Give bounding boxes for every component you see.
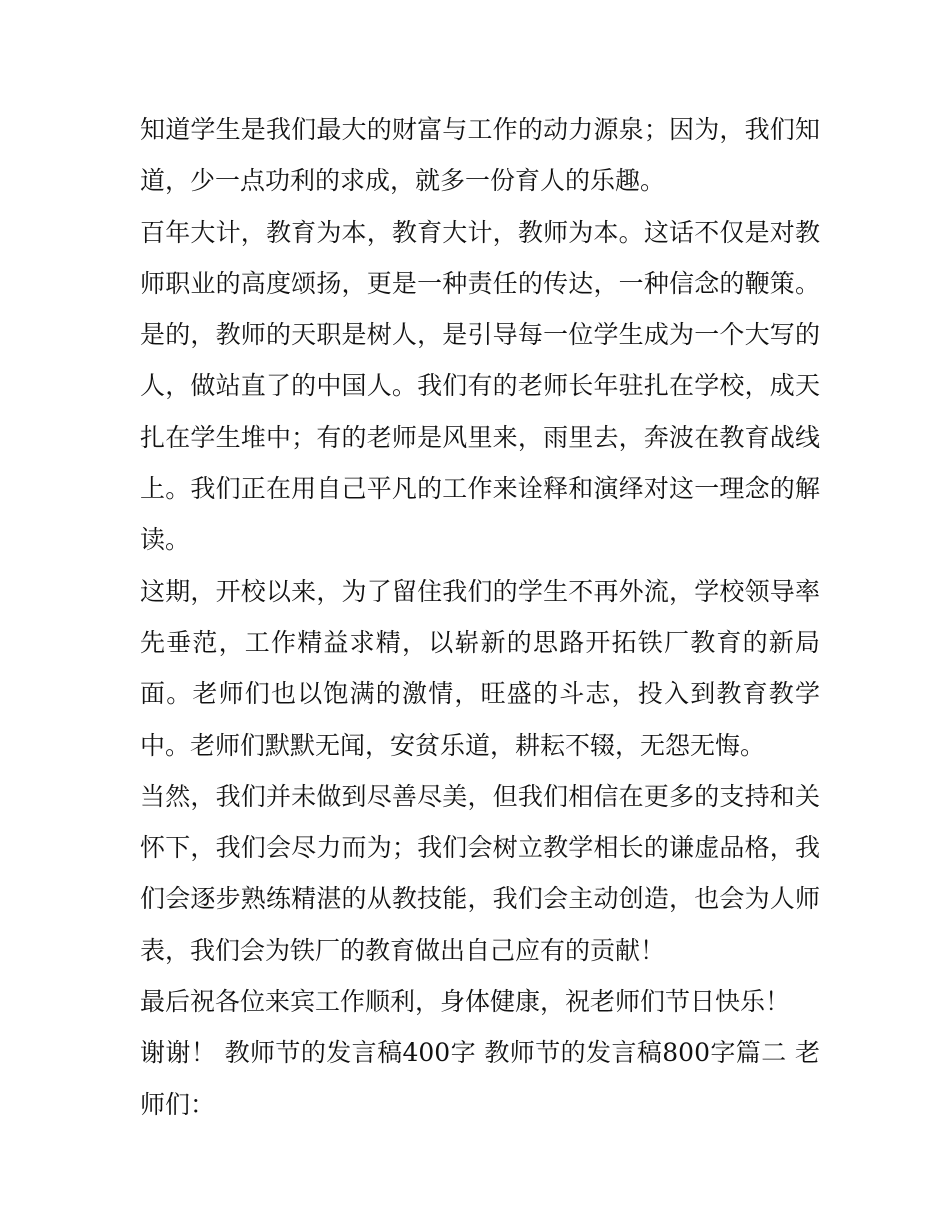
paragraph-5: 最后祝各位来宾工作顺利，身体健康，祝老师们节日快乐！ xyxy=(140,987,791,1017)
document-body xyxy=(140,104,820,1130)
paragraph-4: 当然，我们并未做到尽善尽美，但我们相信在更多的支持和关怀下，我们会尽力而为；我们会树立教学相长的谦虚品格，我们会逐步熟练精湛的从教技能，我们会主动创造，也会为人师表，我们会为铁厂的教育做出自己应有的贡献！ xyxy=(140,781,820,965)
paragraph-2: 百年大计，教育为本，教育大计，教师为本。这话不仅是对教师职业的高度颂扬，更是一种责任的传达，一种信念的鞭策。是的，教师的天职是树人，是引导每一位学生成为一个大写的人，做站直了的中国人。我们有的老师长年驻扎在学校，成天扎在学生堆中；有的老师是风里来，雨里去，奔波在教育战线上。我们正在用自己平凡的工作来诠释和演绎对这一理念的解读。 xyxy=(140,217,820,555)
paragraph-1: 知道学生是我们最大的财富与工作的动力源泉；因为，我们知道，少一点功利的求成，就多一份育人的乐趣。 xyxy=(140,115,820,196)
paragraph-6: 谢谢！ 教师节的发言稿400字 教师节的发言稿800字篇二 老师们： xyxy=(140,1038,820,1119)
paragraph-3: 这期，开校以来，为了留住我们的学生不再外流，学校领导率先垂范，工作精益求精，以崭新的思路开拓铁厂教育的新局面。老师们也以饱满的激情，旺盛的斗志，投入到教育教学中。老师们默默无闻，安贫乐道，耕耘不辍，无怨无悔。 xyxy=(140,576,820,760)
